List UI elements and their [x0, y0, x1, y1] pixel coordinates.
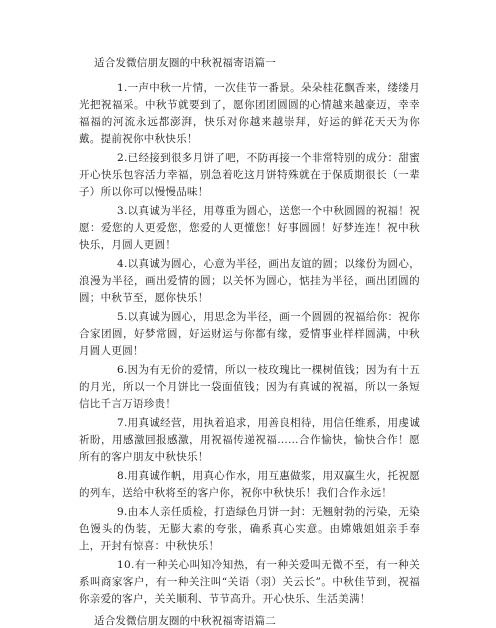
paragraph-1: 1.一声中秋一片情，一次佳节一番景。朵朵桂花飘香来，缕缕月光把祝福采。中秋节就要到了，愿你团团圆圆的心情越来越豪迈，幸幸福福的河流永远都澎湃，快乐对你越来越崇拜，好运的鲜花天天为你戴。提前祝你中秋快乐！ [79, 82, 420, 145]
paragraph-10: 10.有一种关心叫知冷知热，有一种关爱叫无微不至，有一种关系叫商家客户，有一种关注叫“关语（羽）关云长”。中秋佳节到，祝福你亲爱的客户，关关顺利、节节高升。开心快乐、生活美满！ [79, 559, 420, 605]
paragraph-9: 9.由本人亲任质检，打造绿色月饼一封：无翘射勃的污染，无染色馒头的伪装，无膨大素的夸张，确系真心实意。由嫦娥姐姐亲手奉上，开封有惊喜：中秋快乐！ [79, 506, 420, 552]
paragraph-5: 5.以真诚为圆心，用思念为半径，画一个圆圆的祝福给你：祝你合家团圆，好梦常圆，好运财运与你都有缘，爱情事业样样圆满，中秋月圆人更圆！ [79, 311, 420, 357]
paragraph-2: 2.已经接到很多月饼了吧，不防再接一个非常特别的成分：甜蜜开心快乐包容活力幸福，别急着吃这月饼特殊就在于保质期很长（一辈子）所以你可以慢慢品味！ [79, 152, 420, 198]
paragraph-4: 4.以真诚为圆心，心意为半径，画出友谊的圆；以缘份为圆心，浪漫为半径，画出爱情的圆；以关怀为圆心，惦挂为半径，画出团圆的圆；中秋节至，愿你快乐！ [79, 258, 420, 304]
paragraph-8: 8.用真诚作帆，用真心作水，用互惠做浆，用双赢生火，托祝愿的列车，送给中秋将至的客户你，祝你中秋快乐！我们合作永远！ [79, 470, 420, 499]
paragraph-6: 6.因为有无价的爱情，所以一枝玫瑰比一棵树值钱；因为有十五的月光，所以一个月饼比一袋面值钱；因为有真诚的祝福，所以一条短信比千言万语珍贵！ [79, 364, 420, 410]
paragraph-7: 7.用真诚经营，用执着追求，用善良相待，用信任维系，用虔诚祈盼，用感激回报感激，用祝福传递祝福……合作愉快，愉快合作！愿所有的客户朋友中秋快乐！ [79, 417, 420, 463]
paragraph-3: 3.以真诚为半径，用尊重为圆心，送您一个中秋圆圆的祝福！祝愿：爱您的人更爱您，您爱的人更懂您！好事圆圆！好梦连连！祝中秋快乐，月圆人更圆！ [79, 205, 420, 251]
document-title: 适合发微信朋友圈的中秋祝福寄语篇一 [94, 57, 276, 69]
next-section-title: 适合发微信朋友圈的中秋祝福寄语篇二 [94, 615, 276, 627]
